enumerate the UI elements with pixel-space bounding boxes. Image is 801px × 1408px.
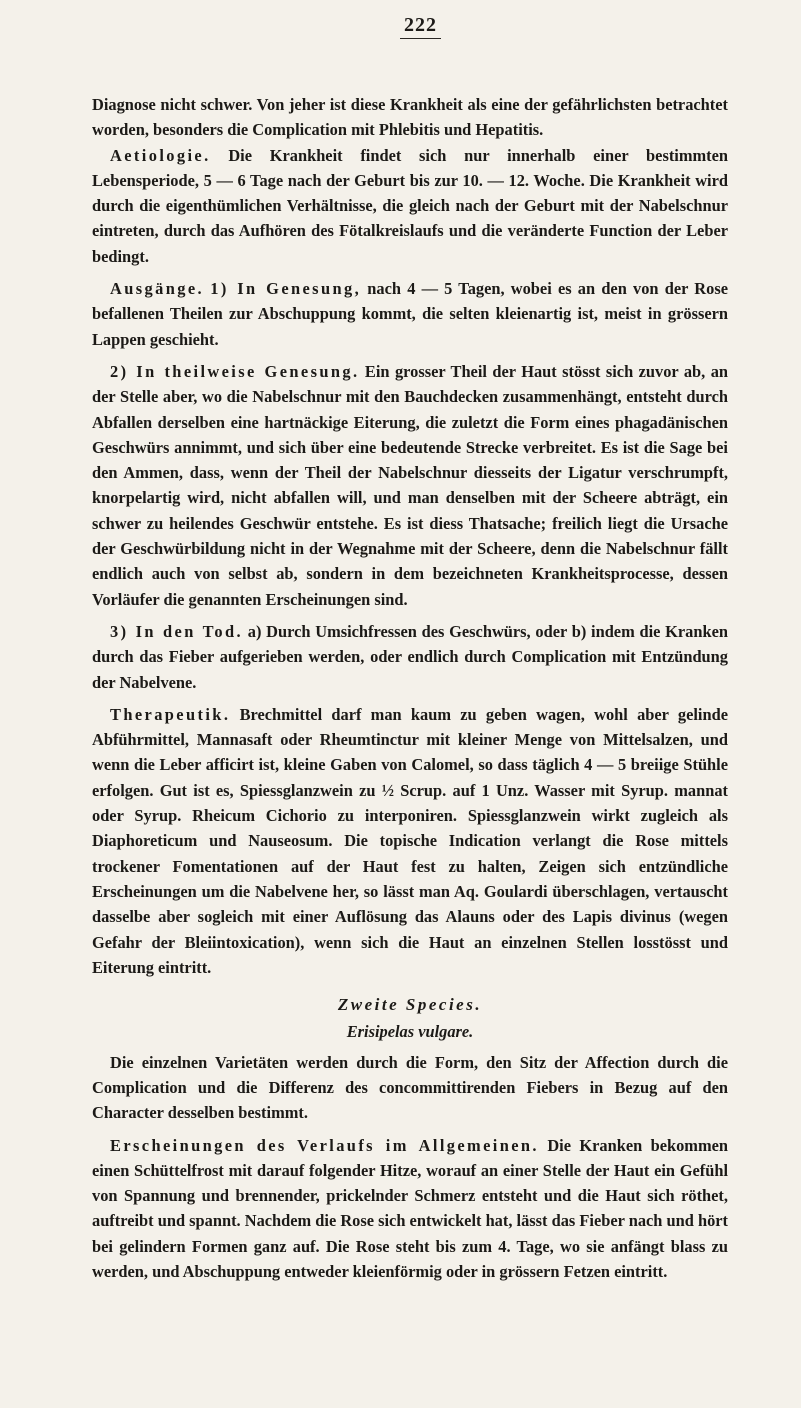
ausgaenge-item1-text: nach 4 — 5 Tagen, wobei es an den von der Rose befallenen Theilen zur Abschuppung kommt, die selten kleienartig ist, meist in grössern Lappen geschieht. (92, 279, 728, 349)
page-number-text: 222 (400, 14, 441, 39)
therapeutik-text: Brechmittel darf man kaum zu geben wagen, wohl aber gelinde Abführmittel, Mannasaft oder Rheumtinctur mit kleiner Menge von Mittelsalzen, und wenn die Leber afficirt ist, kleine Gaben von Calomel, so dass täglich 4 — 5 breiige Stühle erfolgen. Gut ist es, Spiessglanzwein zu ½ Scrup. auf 1 Unz. Wasser mit Syrup. mannat oder Syrup. Rheicum Cichorio zu interponiren. Spiessglanzwein wirkt zugleich als Diaphoreticum und Nauseosum. Die topische Indication verlangt die Rose mittels trockener Fomentationen auf der Haut fest zu halten, Zeigen sich entzündliche Erscheinungen um die Nabelvene her, so lässt man Aq. Goulardi überschlagen, vertauscht dasselbe aber sogleich mit einer Auflösung das Alauns oder des Lapis divinus (wegen Gefahr der Bleiintoxication), wenn sich die Haut an einzelnen Stellen losstösst und Eiterung eintritt. (92, 704, 728, 977)
body-text (92, 92, 728, 1284)
paragraph-erscheinungen (92, 1133, 728, 1285)
paragraph-ausgaenge-3 (92, 619, 728, 695)
species-heading: Zweite Species. (337, 995, 483, 1015)
page-number (0, 14, 801, 39)
ausgaenge-item2-text: Ein grosser Theil der Haut stösst sich zuvor ab, an der Stelle aber, wo die Nabelschnur mit den Bauchdecken zusammenhängt, entsteht durch Abfallen derselben eine hartnäckige Eiterung, die zuletzt die Form eines phagadänischen Geschwürs annimmt, und sich über eine bedeutende Strecke verbreitet. Es ist die Sage bei den Ammen, dass, wenn der Theil der Nabelschnur diesseits der Ligatur verschrumpft, knorpelartig wird, nicht abfallen will, und man denselben mit der Scheere abträgt, ein schwer zu heilendes Geschwür entstehe. Es ist diess Thatsache; freilich liegt die Ursache der Geschwürbildung nicht in der Wegnahme mit der Scheere, denn die Nabelschnur fällt endlich auch von selbst ab, sondern in dem bezeichneten Krankheitsprocesse, dessen Vorläufer die genannten Erscheinungen sind. (92, 361, 729, 609)
paragraph-diagnose (92, 92, 728, 143)
paragraph-varietaeten (92, 1050, 728, 1126)
ausgaenge-heading: Ausgänge. (110, 279, 205, 299)
erscheinungen-text: Die Kranken bekommen einen Schüttelfrost mit darauf folgender Hitze, worauf an einer Stelle der Haut ein Gefühl von Spannung und brennender, prickelnder Schmerz entsteht und die Haut sich röthet, auftreibt und spannt. Nachdem die Rose sich entwickelt hat, lässt das Fieber nach und hört bei gelindern Formen ganz auf. Die Rose steht bis zum 4. Tage, wo sie anfängt blass zu werden, und Abschuppung entweder kleienförmig oder in grössern Fetzen eintritt. (92, 1135, 728, 1282)
paragraph-ausgaenge-2 (92, 359, 728, 612)
ausgaenge-item1-label: 1) In Genesung, (210, 279, 362, 299)
paragraph-therapeutik (92, 702, 728, 980)
ausgaenge-item2-label: 2) In theilweise Genesung. (110, 361, 360, 381)
paragraph-aetiologie (92, 143, 728, 269)
paragraph-ausgaenge-1 (92, 276, 728, 352)
diagnose-text: Diagnose nicht schwer. Von jeher ist diese Krankheit als eine der gefährlichsten betrachtet worden, besonders die Complication mit Phlebitis und Hepatitis. (92, 95, 728, 140)
ausgaenge-item3-text: a) Durch Umsichfressen des Geschwürs, oder b) indem die Kranken durch das Fieber aufgerieben werden, oder endlich durch Complication mit Entzündung der Nabelvene. (92, 621, 729, 692)
aetiologie-heading: Aetiologie. (110, 145, 211, 165)
ausgaenge-item3-label: 3) In den Tod. (110, 621, 244, 641)
species-subtitle: Erisipelas vulgare. (346, 1022, 474, 1042)
therapeutik-heading: Therapeutik. (110, 704, 231, 724)
erscheinungen-heading: Erscheinungen des Verlaufs im Allgemeinen. (110, 1135, 539, 1155)
aetiologie-text: Die Krankheit findet sich nur innerhalb einer bestimmten Lebensperiode, 5 — 6 Tage nach der Geburt bis zur 10. — 12. Woche. Die Krankheit wird durch die eigenthümlichen Verhältnisse, die gleich nach der Geburt mit der Nabelschnur eintreten, durch das Aufhören des Fötalkreislaufs und die veränderte Function der Leber bedingt. (92, 145, 728, 266)
varietaeten-text: Die einzelnen Varietäten werden durch die Form, den Sitz der Affection durch die Complication und die Differenz des concommittirenden Fiebers in Bezug auf den Character desselben bestimmt. (92, 1052, 728, 1123)
